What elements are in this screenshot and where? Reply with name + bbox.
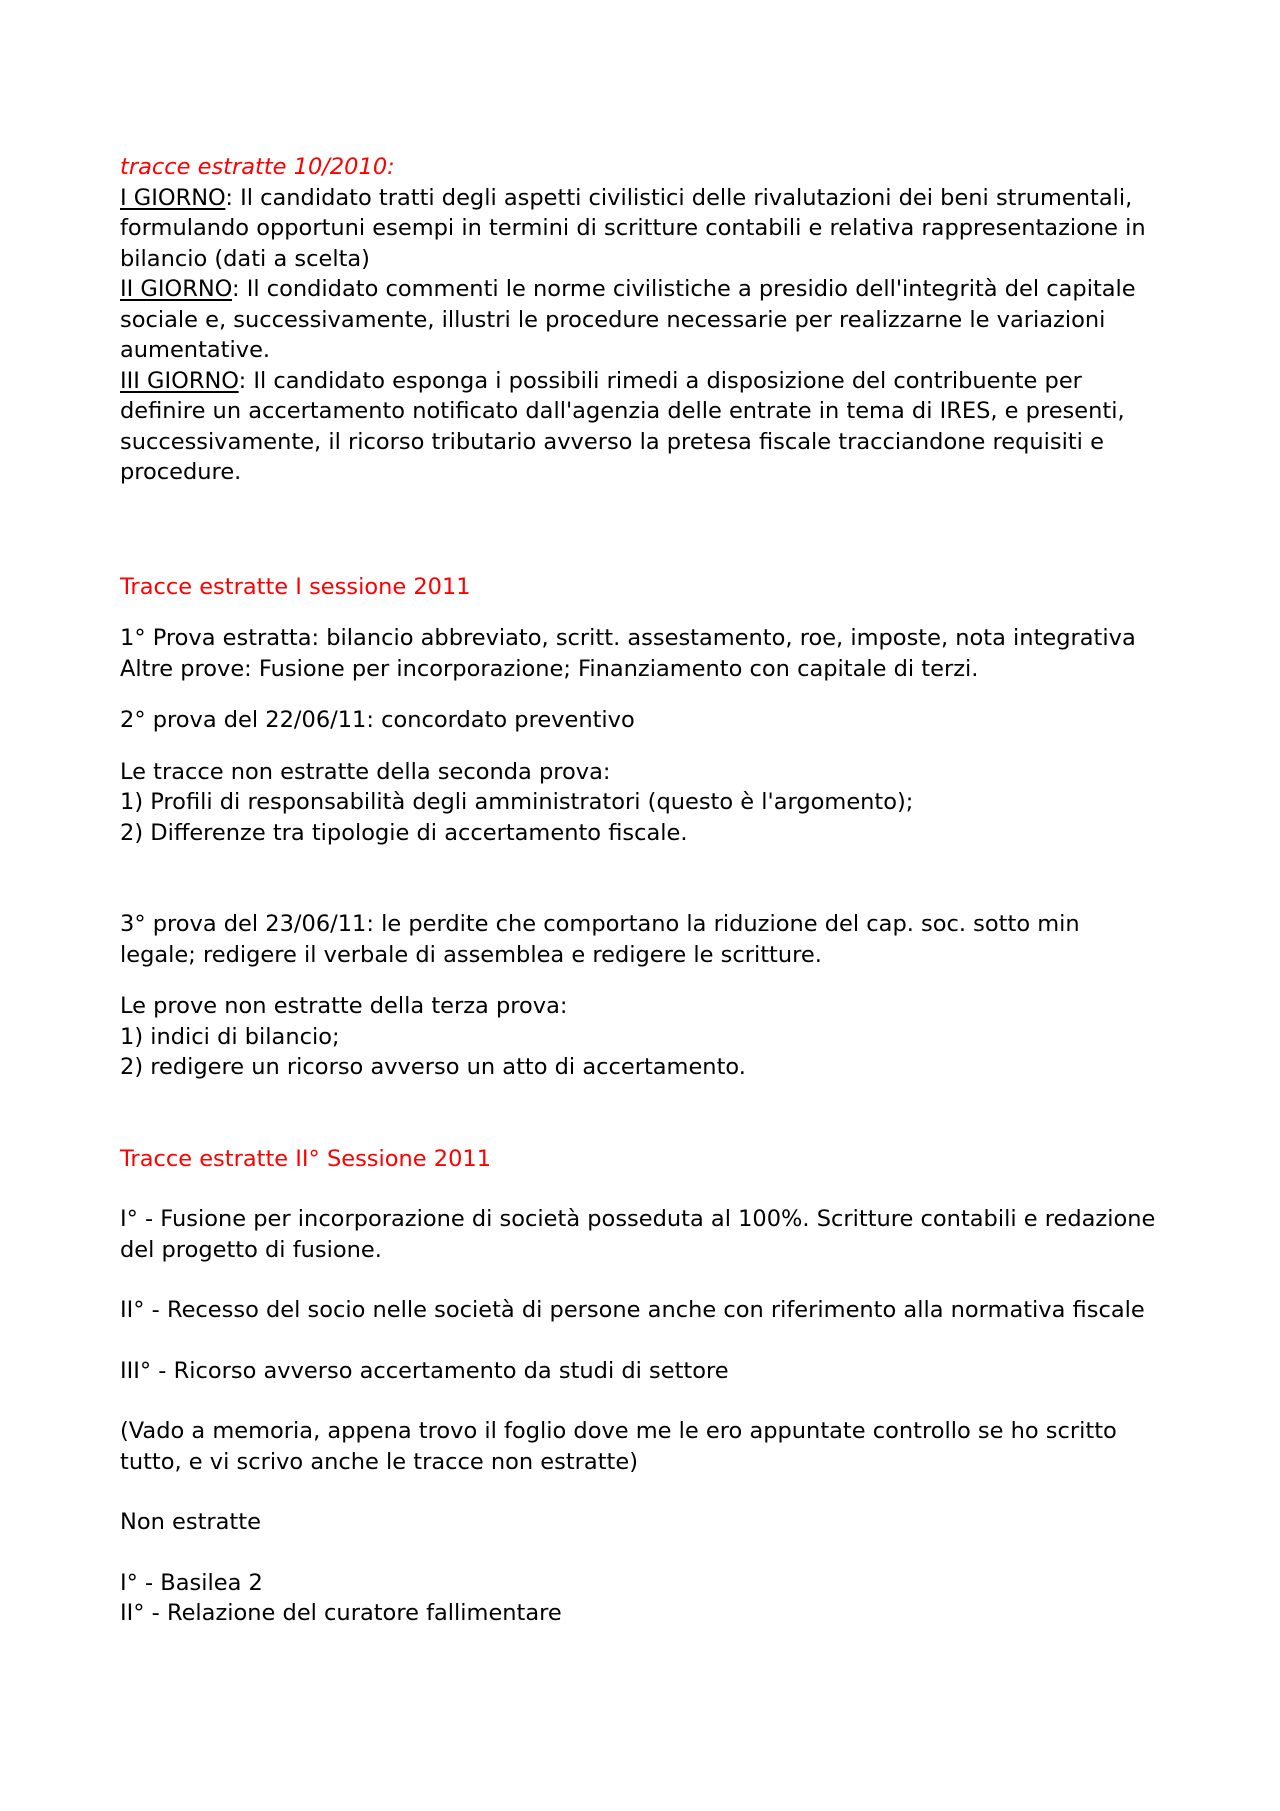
session2-note: (Vado a memoria, appena trovo il foglio dove me le ero appuntate controllo se ho scritto tutto, e vi scrivo anche le tracce non estratte): [120, 1418, 1117, 1475]
day1-text: : Il candidato tratti degli aspetti civilistici delle rivalutazioni dei beni strumentali, formulando opportuni esempi in termini di scritture contabili e relativa rappresentazione in bilancio (dati a scelta): [120, 184, 1146, 272]
prova1-line2: Altre prove: Fusione per incorporazione; Finanziamento con capitale di terzi.: [120, 655, 979, 682]
session2-non-estratte-title: Non estratte: [120, 1509, 261, 1535]
section-2010-title: tracce estratte 10/2010:: [120, 154, 395, 180]
day3-paragraph: [120, 366, 1160, 488]
prova1-line1: 1° Prova estratta: bilancio abbreviato, scritt. assestamento, roe, imposte, nota integrativa: [120, 625, 1136, 651]
day1-paragraph: [120, 183, 1160, 275]
section-2011-1-title: Tracce estratte I sessione 2011: [120, 573, 471, 600]
day3-text: : Il candidato esponga i possibili rimedi a disposizione del contribuente per definire un accertamento notificato dall'agenzia delle entrate in tema di IRES, e presenti, successivamente, il ricorso tributario avverso la pretesa fiscale tracciandone requisiti e procedure.: [120, 367, 1125, 485]
prova2: 2° prova del 22/06/11: concordato preventivo: [120, 707, 635, 733]
session2-item-3: III° - Ricorso avverso accertamento da studi di settore: [120, 1357, 729, 1384]
day1-label: I GIORNO: [120, 184, 226, 211]
session2-item-1: I° - Fusione per incorporazione di società posseduta al 100%. Scritture contabili e redazione del progetto di fusione.: [120, 1206, 1156, 1263]
session2-non-estratte-item-1: I° - Basilea 2: [120, 1569, 263, 1596]
day2-text: : Il condidato commenti le norme civilistiche a presidio dell'integrità del capitale sociale e, successivamente, illustri le procedure necessarie per realizzarne le variazioni aumentative.: [120, 276, 1136, 363]
non-estratte3-item-1: 1) indici di bilancio;: [120, 1023, 340, 1050]
non-estratte3-item-2: 2) redigere un ricorso avverso un atto di accertamento.: [120, 1054, 746, 1080]
day3-label: III GIORNO: [120, 367, 239, 394]
prova3: 3° prova del 23/06/11: le perdite che comportano la riduzione del cap. soc. sotto min legale; redigere il verbale di assemblea e redigere le scritture.: [120, 911, 1080, 968]
session2-item-2: II° - Recesso del socio nelle società di persone anche con riferimento alla normativa fiscale: [120, 1297, 1145, 1323]
non-estratte2-item-2: 2) Differenze tra tipologie di accertamento fiscale.: [120, 819, 688, 846]
day2-label: II GIORNO: [120, 276, 232, 302]
section-2011-2-title: Tracce estratte II° Sessione 2011: [120, 1145, 492, 1172]
section-2011-second-session: [120, 1144, 1160, 1629]
section-2010: [120, 152, 1160, 488]
section-2011-first-session: [120, 572, 1160, 1083]
non-estratte2-item-1: 1) Profili di responsabilità degli amministratori (questo è l'argomento);: [120, 789, 914, 815]
day2-paragraph: [120, 274, 1160, 366]
non-estratte3-title: Le prove non estratte della terza prova:: [120, 993, 568, 1019]
non-estratte2-title: Le tracce non estratte della seconda prova:: [120, 758, 611, 785]
session2-non-estratte-item-2: II° - Relazione del curatore fallimentare: [120, 1600, 562, 1626]
